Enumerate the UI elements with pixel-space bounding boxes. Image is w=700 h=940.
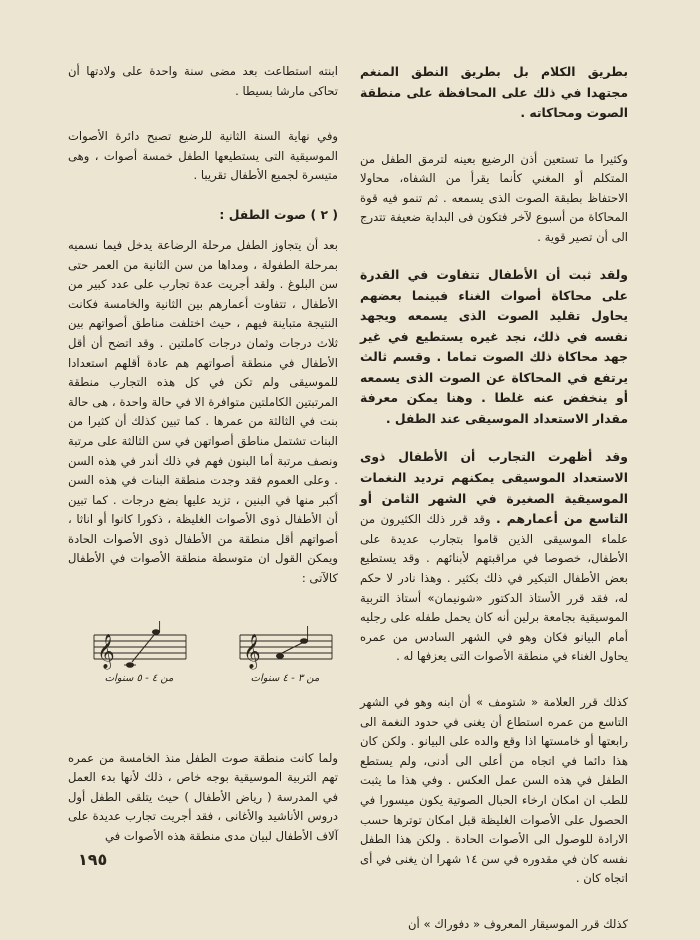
section-heading: ( ٢ ) صوت الطفل : [219, 206, 338, 222]
staff-4-5-years [90, 621, 190, 701]
staff-3-4-years [236, 621, 336, 701]
left-column [68, 62, 338, 847]
staff-caption: من ٣ - ٤ سنوات [250, 672, 320, 684]
page-number: ١٩٥ [78, 850, 108, 869]
music-staff-icon [90, 621, 190, 673]
body-text: وقد قرر ذلك الكثيرون من علماء الموسيقى الذين قاموا بتجارب عديدة على الأطفال، خصوصا في مراقبتهم لأبنائهم . وقد يستطيع بعض الأطفال التبكير في ذلك بكثير . وهذا نادر لا حكم له، فقد قرر الأستاذ الدكتور «شونيمان» أستاذ التربية الموسيقية بجامعة برلين أنه كان يحمل طفله على رجليه أمام البيانو فكان وهو في الشهر السادس من عمره يحاول الغناء في منطقة الأصوات التى يعزفها له . [360, 512, 628, 664]
paragraph: ابنته استطاعت بعد مضى سنة واحدة على ولادتها أن تحاكى مارشا بسيطا . [68, 64, 338, 98]
paragraph: ولقد ثبت أن الأطفال تتفاوت في القدرة على محاكاة أصوات الغناء فبينما بعضهم يحاول تقليد الصوت الذى يسمعه ويجهد نفسه في ذلك، نجد غيره يستطيع في غير جهد محاكاة ذلك الصوت تماما . وقسم ثالث يرتفع في المحاكاة عن الصوت الذى يسمعه أو ينخفض عنه غلطا . وهنا يمكن معرفة مقدار الاستعداد الموسيقى عند الطفل . [360, 267, 628, 426]
music-staff-icon [236, 621, 336, 673]
emphasized-text: وقد أظهرت التجارب أن الأطفال ذوى الاستعداد الموسيقى يمكنهم ترديد النغمات الموسيقية الصغيرة في الشهر الثامن أو التاسع من أعمارهم . [360, 449, 629, 527]
paragraph: وفي نهاية السنة الثانية للرضيع تصبح دائرة الأصوات الموسيقية التى يستطيعها الطفل خمسة أصوات ، وهى متيسرة لجميع الأطفال تقريبا . [68, 129, 338, 183]
music-staff-figure [68, 589, 338, 749]
paragraph [360, 447, 628, 667]
paragraph: كذلك قرر العلامة « شتومف » أن ابنه وهو في الشهر التاسع من عمره استطاع أن يغنى في حدود النغمة الى رابعتها أو خامستها اذا وقع والده على البيانو . ولكن كان هذا دائما في اتجاه من أعلى الى أدنى، ولم يستطع الطفل في هذه السن عمل العكس . وفي هذا ما يثبت للطب ان امكان ارخاء الحبال الصوتية يكون ميسورا في الحصول على الأصوات الغليظة قبل امكان توترها حسب الارادة للوصول الى الأصوات الحادة . ولكن هذا الطفل نفسه كان في مقدوره في سن ١٤ شهرا ان يغنى في أى اتجاه كان . [360, 695, 628, 886]
paragraph: بعد أن يتجاوز الطفل مرحلة الرضاعة يدخل فيما نسميه بمرحلة الطفولة ، ومداها من سن الثانية من العمر حتى سن البلوغ . ولقد أجريت عدة تجارب على عدد كبير من الأطفال ، تتفاوت أعمارهم بين الثانية والخامسة فكانت النتيجة متباينة فيهم ، حيث اختلفت مناطق أصواتهم بين ثلاث درجات وثمان درجات كاملتين . وقد اتضح أن أقل الأطفال في منطقة أصواتهم هم عادة أقلهم استعدادا للموسيقى ولم تكن في كل هذه التجارب منطقة المرتبتين الكاملتين متوافرة الا في حالة واحدة ، هى حالة بنت في الثالثة من عمرها . كما تبين كذلك أن كثيرا من البنات تشتمل مناطق أصواتهن في سن الثالثة على مرتبة ونصف مرتبة أما البنون فهم في ذلك أندر في هذه السن . وعلى العموم فقد وجدت منطقة البنات في هذه السن أكبر منها في البنين ، تزيد عليها بضع درجات . كما تبين أن الأطفال ذوى الأصوات الغليظة ، ذكورا كانوا أو اناثا ، أصواتهم أقل منطقة من الأطفال ذوى الأصوات الحادة ويمكن القول ان متوسطة منطقة الأصوات في الأطفال كالآتى : [68, 237, 338, 586]
paragraph: وكثيرا ما تستعين أذن الرضيع بعينه لترمق الطفل من المتكلم أو المغني كأنما يقرأ من الشفاه، محاولا الاحتفاظ بطبقة الصوت الذى يسمعه . ثم تنمو فيه قوة المحاكاة من أسبوع لآخر فتكون فى البداية ضعيفة تتدرج الى أن تصير قوية . [360, 151, 628, 244]
paragraph: كذلك قرر الموسيقار المعروف « دفوراك » أن [408, 916, 628, 931]
staff-caption: من ٤ - ٥ سنوات [104, 672, 174, 684]
svg-text:𝄞: 𝄞 [243, 633, 261, 669]
paragraph: بطريق الكلام بل بطريق النطق المنغم مجتهدا في ذلك على المحافظة على منطقة الصوت ومحاكاته . [360, 64, 628, 120]
svg-text:𝄞: 𝄞 [97, 633, 115, 669]
paragraph: ولما كانت منطقة صوت الطفل منذ الخامسة من عمره تهم التربية الموسيقية بوجه خاص ، ذلك لأنها بدء العمل في المدرسة ( رياض الأطفال ) حيث يتلقى الطفل أول دروس الأناشيد والأغانى ، فقد أجريت تجارب عديدة على آلاف الأطفال لبيان مدى منطقة هذه الأصوات في [68, 750, 338, 844]
right-column [360, 62, 628, 935]
